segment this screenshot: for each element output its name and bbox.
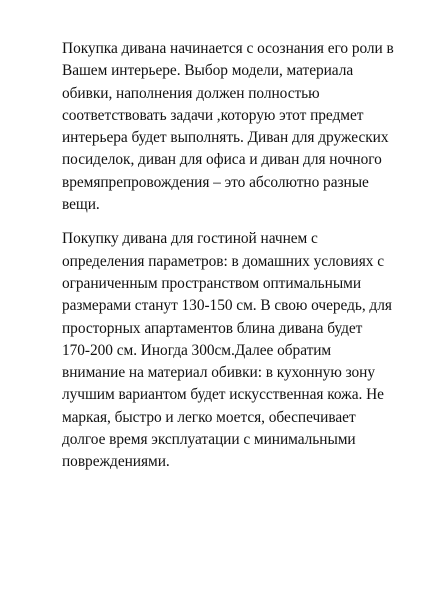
- paragraph-sofa-purpose: Покупка дивана начинается с осознания его роли в Вашем интерьере. Выбор модели, материала обивки, наполнения должен полностью соответствовать задачи ,которую этот предмет интерьера будет выполнять. Диван для дружеских посиделок, диван для офиса и диван для ночного времяпрепровождения – это абсолютно разные вещи.: [62, 40, 394, 214]
- paragraph-sofa-sizes-upholstery: Покупку дивана для гостиной начнем с определения параметров: в домашних условиях с ограниченным пространством оптимальными размерами станут 130-150 см. В свою очередь, для просторных апартаментов блина дивана будет 170-200 см. Иногда 300см.Далее обратим внимание на материал обивки: в кухонную зону лучшим вариантом будет искусственная кожа. Не маркая, быстро и легко моется, обеспечивает долгое время эксплуатации с минимальными повреждениями.: [62, 230, 392, 471]
